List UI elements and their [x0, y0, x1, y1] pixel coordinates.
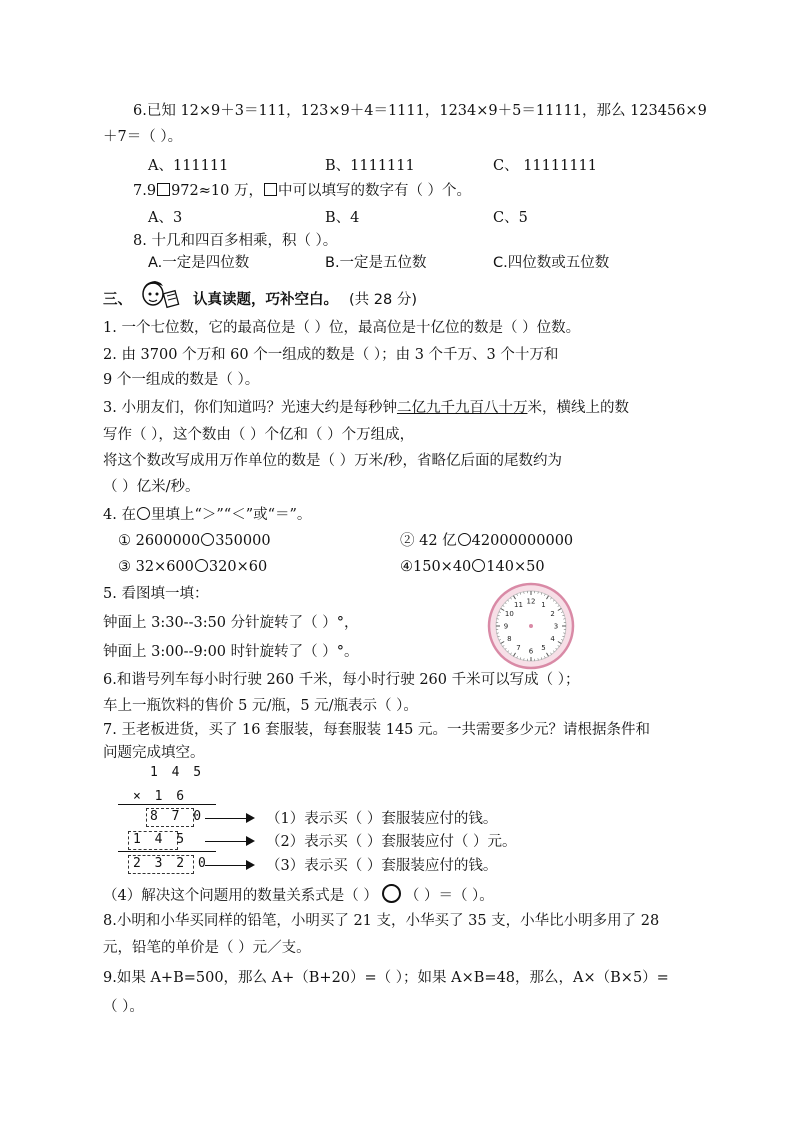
- q7-line: [133, 182, 471, 200]
- q6-option-a: A、111111: [148, 158, 229, 174]
- p4-item3: [118, 558, 267, 576]
- p4-item2-right: 42000000000: [471, 533, 574, 549]
- clock-number: 9: [503, 622, 509, 631]
- p3-line1-end: 米，横线上的数: [527, 400, 629, 416]
- partial-product-1: 8 7 0: [150, 809, 205, 824]
- q7-option-a: A、3: [148, 210, 183, 226]
- p4-item1: [118, 532, 271, 550]
- p7-line2: 问题完成填空。: [103, 745, 205, 761]
- clock-center: [529, 624, 533, 628]
- p2-line2: 9 个一组成的数是（ ）。: [103, 372, 260, 388]
- q6-line1: 6.已知 12×9＋3＝111，123×9＋4＝1111，1234×9＋5＝11111，那么 123456×9: [133, 103, 707, 119]
- partial-product-2: 1 4 5: [133, 832, 188, 847]
- mult-line-1: [118, 804, 216, 805]
- clock-number: 1: [541, 600, 546, 609]
- p5-line1: 钟面上 3:30--3:50 分针旋转了（ ）°，: [103, 615, 359, 631]
- p4-title-start: 4. 在: [103, 507, 136, 523]
- p4-title: [103, 506, 311, 524]
- p4-item4-left: ④150×40: [400, 559, 472, 575]
- p7-answer-4-end: （ ）＝（ ）。: [404, 888, 494, 904]
- p6-line2: 车上一瓶饮料的售价 5 元/瓶，5 元/瓶表示（ ）。: [103, 698, 418, 714]
- p4-item2: [400, 532, 573, 550]
- mult-line-2: [118, 851, 216, 852]
- q7-suffix2: 中可以填写的数字有（ ）个。: [277, 183, 472, 199]
- section-points: (共 28 分): [349, 292, 417, 308]
- section-number: 三、: [103, 291, 132, 308]
- operator-circle-icon: [382, 884, 401, 903]
- p9-line2: （ ）。: [103, 999, 144, 1015]
- p7-line1: 7. 王老板进货，买了 16 套服装，每套服装 145 元。一共需要多少元？请根据条件和: [103, 722, 651, 738]
- clock-number: 3: [553, 622, 559, 631]
- p5-title: 5. 看图填一填：: [103, 586, 209, 602]
- q7-prefix: 7.9: [133, 183, 157, 199]
- clock-number: 11: [514, 600, 523, 609]
- q8-option-a: A.一定是四位数: [148, 255, 250, 271]
- p3-line1: [103, 399, 629, 417]
- p7-answer-2: （2）表示买（ ）套服装应付（ ）元。: [266, 834, 517, 850]
- q8-text: 8. 十几和四百多相乘，积（ ）。: [133, 233, 338, 249]
- clock-number: 2: [550, 610, 555, 618]
- p2-line1: 2. 由 3700 个万和 60 个一组成的数是（ ）；由 3 个千万、3 个十万和: [103, 347, 559, 363]
- p3-line2: 写作（ ），这个数由（ ）个亿和（ ）个万组成，: [103, 427, 415, 443]
- arrow-right-icon: [205, 865, 253, 866]
- p9-line1: 9.如果 A+B=500，那么 A+（B+20）=（ ）；如果 A×B=48，那么，A×（B×5）=: [103, 970, 669, 986]
- p7-answer-1: （1）表示买（ ）套服装应付的钱。: [266, 811, 498, 827]
- p7-answer-4-start: （4）解决这个问题用的数量关系式是（ ）: [103, 888, 378, 904]
- q8-option-c: C.四位数或五位数: [493, 255, 610, 271]
- p3-line4: （ ）亿米/秒。: [103, 479, 200, 495]
- clock-number: 12: [526, 597, 536, 606]
- arrow-right-icon: [205, 818, 253, 819]
- clock-number: 7: [516, 644, 521, 653]
- mult-multiplier: × 1 6: [133, 789, 188, 804]
- clock-face: [487, 582, 575, 670]
- p4-item4-right: 140×50: [486, 559, 545, 575]
- p3-line1-start: 3. 小朋友们，你们知道吗？光速大约是每秒钟: [103, 400, 397, 416]
- q7-option-b: B、4: [325, 210, 360, 226]
- p4-item1-left: ① 2600000: [118, 533, 201, 549]
- p4-title-end: 里填上“＞”“＜”或“＝”。: [150, 507, 312, 523]
- compare-circle-icon: [195, 559, 208, 572]
- section-title: 认真读题，巧补空白。: [193, 292, 338, 308]
- p1-text: 1. 一个七位数，它的最高位是（ ）位，最高位是十亿位的数是（ ）位数。: [103, 320, 581, 336]
- compare-circle-icon: [472, 559, 485, 572]
- compare-circle-icon: [137, 507, 150, 520]
- p8-line1: 8.小明和小华买同样的铅笔，小明买了 21 支，小华买了 35 支，小华比小明多用了 28: [103, 913, 660, 929]
- reading-cartoon-icon: [135, 278, 187, 310]
- p7-answer-4: [103, 884, 494, 905]
- p4-item3-left: ③ 32×600: [118, 559, 194, 575]
- p4-item3-right: 320×60: [208, 559, 268, 575]
- p4-item4: [400, 558, 545, 576]
- q6-option-c: C、 11111111: [493, 158, 598, 174]
- q7-suffix: 972≈10 万，: [171, 183, 263, 199]
- clock-number: 8: [507, 635, 512, 643]
- q7-option-c: C、5: [493, 210, 528, 226]
- compare-circle-icon: [458, 533, 471, 546]
- arrow-right-icon: [205, 841, 253, 842]
- p5-line2: 钟面上 3:00--9:00 时针旋转了（ ）°。: [103, 644, 359, 660]
- p4-item2-left: ② 42 亿: [400, 533, 457, 549]
- p3-underlined-number: 二亿九千九百八十万: [396, 400, 528, 416]
- mult-multiplicand: 1 4 5: [150, 765, 205, 780]
- q6-line2: ＋7＝（ ）。: [103, 129, 183, 145]
- p4-item1-right: 350000: [215, 533, 271, 549]
- p6-line1: 6.和谐号列车每小时行驶 260 千米，每小时行驶 260 千米可以写成（ ）；: [103, 672, 580, 688]
- blank-box-icon: [157, 183, 170, 196]
- compare-circle-icon: [201, 533, 214, 546]
- clock-number: 10: [504, 610, 514, 618]
- clock-number: 4: [550, 635, 555, 643]
- q8-option-b: B.一定是五位数: [325, 255, 427, 271]
- blank-box-icon: [264, 183, 277, 196]
- clock-number: 5: [541, 644, 546, 653]
- p8-line2: 元，铅笔的单价是（ ）元／支。: [103, 940, 311, 956]
- q6-option-b: B、1111111: [325, 158, 415, 174]
- p3-line3: 将这个数改写成用万作单位的数是（ ）万米/秒，省略亿后面的尾数约为: [103, 453, 562, 469]
- p7-answer-3: （3）表示买（ ）套服装应付的钱。: [266, 858, 498, 874]
- clock-number: 6: [528, 647, 534, 656]
- partial-product-3: 2 3 2 0: [133, 856, 209, 871]
